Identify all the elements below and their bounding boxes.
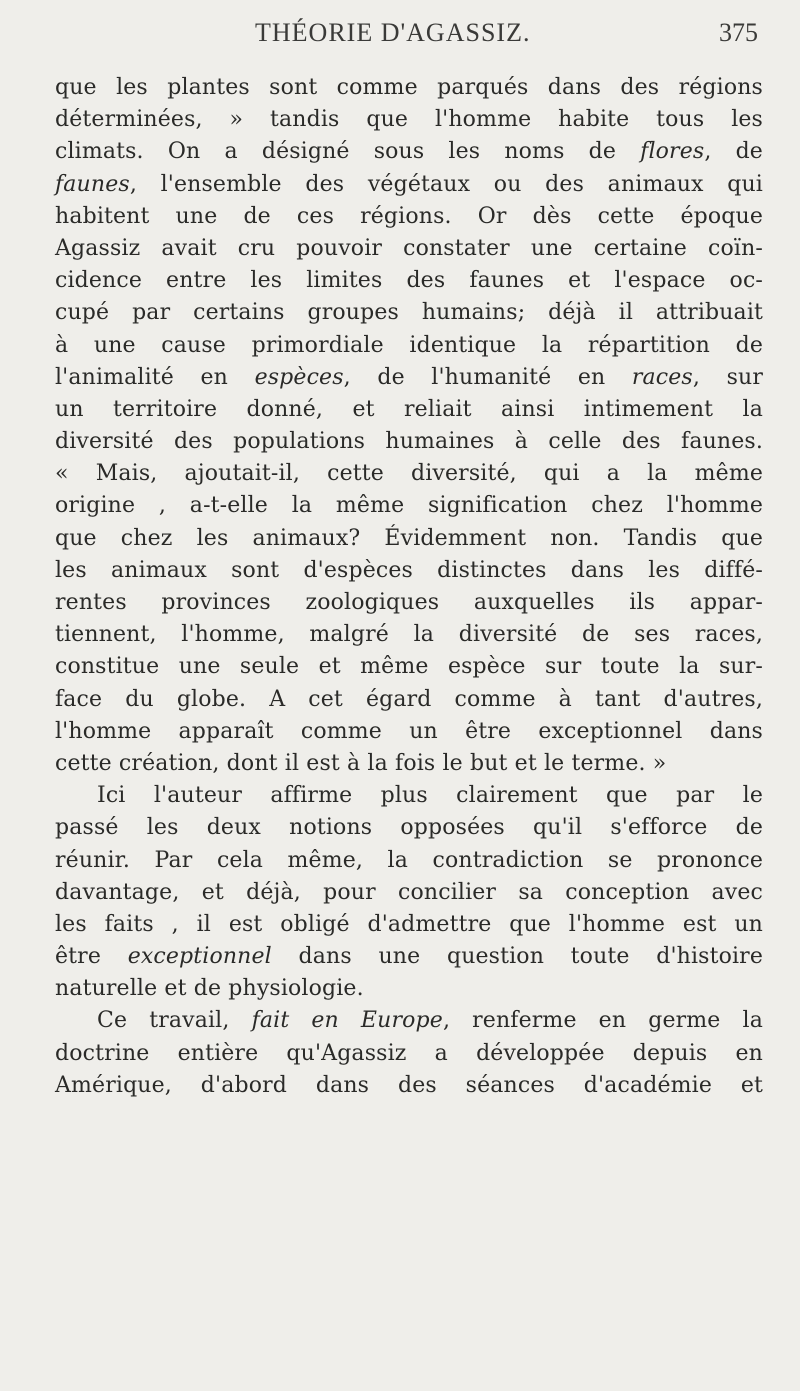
text-line — [55, 812, 763, 844]
text-segment: que chez les animaux? Évidemment non. Tandis que — [55, 525, 763, 551]
text-segment: , l'ensemble des végétaux ou des animaux qui — [129, 171, 763, 197]
text-segment: , de — [704, 139, 763, 165]
text-segment: que les plantes sont comme parqués dans des régions — [55, 75, 763, 100]
running-title: THÉORIE D'AGASSIZ. — [255, 18, 531, 47]
text-line — [55, 845, 763, 877]
text-line — [55, 748, 763, 780]
text-line — [55, 555, 763, 587]
text-line — [55, 136, 763, 168]
text-segment: les faits , il est obligé d'admettre que l'homme est un — [55, 911, 763, 937]
text-segment: face du globe. A cet égard comme à tant d'autres, — [55, 686, 763, 712]
text-segment: cupé par certains groupes humains; déjà il attribuait — [55, 300, 763, 326]
text-line — [55, 1005, 763, 1037]
text-segment: « Mais, ajoutait-il, cette diversité, qui a la même — [55, 461, 763, 487]
text-segment: constitue une seule et même espèce sur toute la sur- — [55, 654, 763, 680]
text-line — [55, 330, 763, 362]
text-segment: rentes provinces zoologiques auxquelles ils appar- — [55, 590, 763, 615]
text-line — [55, 651, 763, 683]
italic-text: fait en Europe — [251, 1008, 443, 1034]
text-segment: cidence entre les limites des faunes et l'espace oc- — [55, 268, 763, 294]
text-segment: Amérique, d'abord dans des séances d'académie et — [55, 1072, 763, 1098]
text-segment: climats. On a désigné sous les noms de — [55, 139, 641, 165]
text-segment: davantage, et déjà, pour concilier sa conception avec — [55, 879, 763, 905]
text-line — [55, 973, 763, 1005]
italic-text: races — [631, 364, 693, 390]
text-segment: tiennent, l'homme, malgré la diversité de ses races, — [55, 622, 763, 648]
text-segment: origine , a-t-elle la même signification chez l'homme — [55, 493, 763, 519]
text-line — [55, 780, 763, 812]
text-line — [55, 877, 763, 909]
text-segment: un territoire donné, et reliait ainsi intimement la — [55, 396, 763, 422]
text-segment: naturelle et de physiologie. — [55, 976, 364, 1002]
text-line — [55, 265, 763, 297]
italic-text: flores — [640, 139, 705, 165]
text-line — [55, 490, 763, 522]
page-number: 375 — [719, 18, 758, 47]
text-line — [55, 426, 763, 458]
text-segment: être — [55, 944, 128, 970]
text-line — [55, 909, 763, 941]
text-line — [55, 458, 763, 490]
text-segment: passé les deux notions opposées qu'il s'efforce de — [55, 815, 763, 841]
text-segment: Ici l'auteur affirme plus clairement que par le — [97, 783, 763, 809]
text-segment: déterminées, » tandis que l'homme habite tous les — [55, 107, 763, 133]
text-line — [55, 297, 763, 329]
text-segment: Ce travail, — [97, 1008, 252, 1034]
text-segment: dans une question toute d'histoire — [271, 944, 764, 970]
text-line — [55, 1038, 763, 1070]
text-line — [55, 72, 763, 104]
text-line — [55, 587, 763, 619]
text-line — [55, 523, 763, 555]
text-segment: habitent une de ces régions. Or dès cette époque — [55, 203, 763, 229]
text-segment: doctrine entière qu'Agassiz a développée depuis en — [55, 1040, 763, 1066]
text-line — [55, 394, 763, 426]
text-line — [55, 233, 763, 265]
text-line — [55, 169, 763, 201]
text-line — [55, 684, 763, 716]
text-line — [55, 619, 763, 651]
text-segment: les animaux sont d'espèces distinctes dans les diffé- — [55, 557, 763, 583]
italic-text: faunes — [55, 171, 130, 197]
text-segment: à une cause primordiale identique la répartition de — [55, 332, 763, 358]
text-line — [55, 201, 763, 233]
text-segment: Agassiz avait cru pouvoir constater une certaine coïn- — [55, 235, 763, 261]
text-segment: , renferme en germe la — [442, 1008, 763, 1034]
text-segment: l'homme apparaît comme un être exceptionnel dans — [55, 718, 763, 744]
text-line — [55, 716, 763, 748]
text-line — [55, 941, 763, 973]
text-segment: diversité des populations humaines à celle des faunes. — [55, 429, 763, 455]
text-line — [55, 104, 763, 136]
italic-text: exceptionnel — [127, 944, 272, 970]
text-segment: l'animalité en — [55, 364, 255, 390]
text-segment: , de l'humanité en — [343, 364, 632, 390]
italic-text: espèces — [254, 364, 344, 390]
text-segment: , sur — [692, 364, 763, 390]
running-head — [55, 18, 760, 58]
text-line — [55, 1070, 763, 1102]
text-line — [55, 362, 763, 394]
body-text — [55, 72, 763, 1102]
text-segment: cette création, dont il est à la fois le but et le terme. » — [55, 750, 667, 776]
text-segment: réunir. Par cela même, la contradiction se prononce — [55, 847, 763, 873]
